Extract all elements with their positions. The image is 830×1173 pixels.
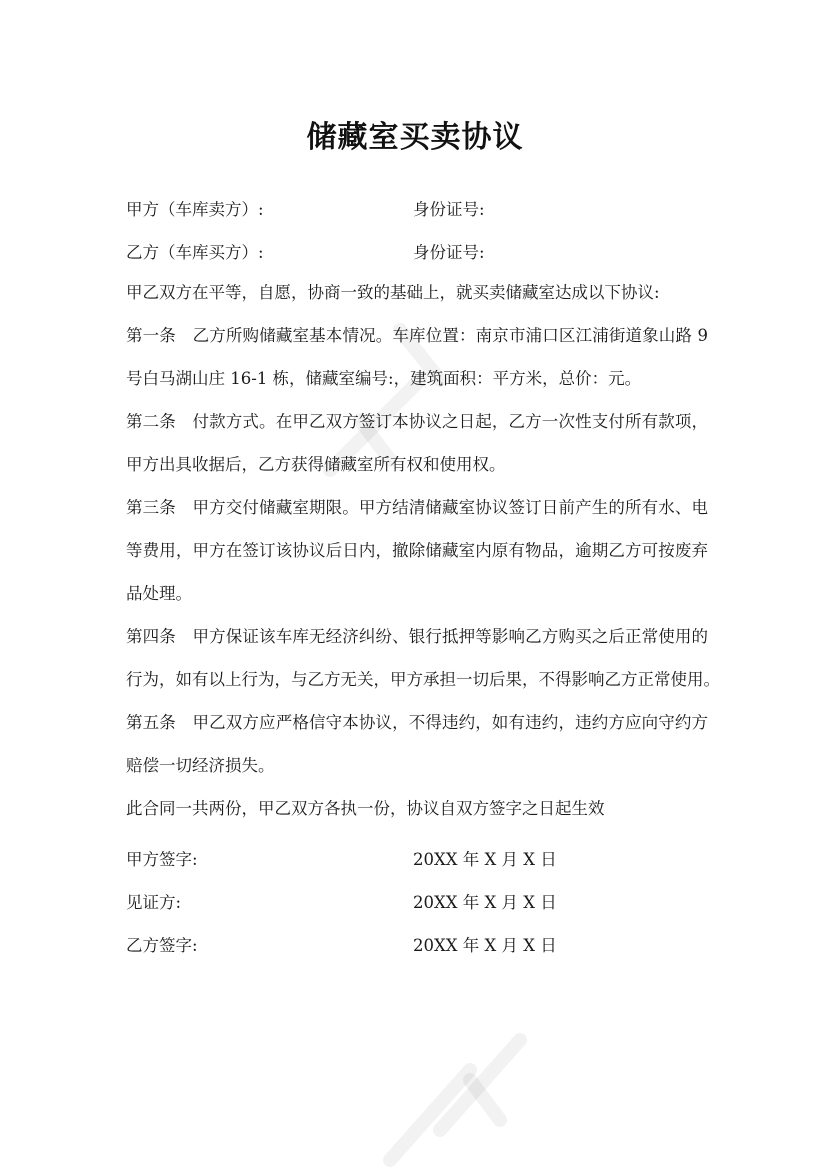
closing-paragraph: 此合同一共两份，甲乙双方各执一份，协议自双方签字之日起生效 [126, 799, 605, 818]
signature-label-witness: 见证方: [126, 893, 182, 912]
intro-paragraph: 甲乙双方在平等，自愿，协商一致的基础上，就买卖储藏室达成以下协议: [126, 283, 660, 302]
party-b-label: 乙方（车库买方）: [126, 243, 264, 262]
document-title: 储藏室买卖协议 [306, 120, 524, 155]
article-2-line-1: 第二条 付款方式。在甲乙双方签订本协议之日起，乙方一次性支付所有款项， [126, 412, 708, 431]
signature-date-party-b: 20XX 年 X 月 X 日 [413, 936, 557, 955]
article-4-line-2: 行为，如有以上行为，与乙方无关，甲方承担一切后果，不得影响乙方正常使用。 [126, 670, 720, 689]
signature-label-party-a: 甲方签字: [126, 850, 198, 869]
party-a-label: 甲方（车库卖方）: [126, 200, 264, 219]
party-a-id-label: 身份证号: [413, 200, 485, 219]
article-1-line-2: 号白马湖山庄 16-1 栋，储藏室编号:，建筑面积：平方米，总价：元。 [126, 369, 642, 388]
party-b-id-label: 身份证号: [413, 243, 485, 262]
article-5-line-2: 赔偿一切经济损失。 [126, 756, 275, 775]
article-1-line-1: 第一条 乙方所购储藏室基本情况。车库位置：南京市浦口区江浦街道象山路 9 [126, 326, 708, 345]
article-4-line-1: 第四条 甲方保证该车库无经济纠纷、银行抵押等影响乙方购买之后正常使用的 [126, 627, 708, 646]
article-5-line-1: 第五条 甲乙双方应严格信守本协议，不得违约，如有违约，违约方应向守约方 [126, 713, 708, 732]
signature-date-witness: 20XX 年 X 月 X 日 [413, 893, 557, 912]
signature-date-party-a: 20XX 年 X 月 X 日 [413, 850, 557, 869]
article-3-line-1: 第三条 甲方交付储藏室期限。甲方结清储藏室协议签订日前产生的所有水、电 [126, 498, 708, 517]
article-3-line-2: 等费用，甲方在签订该协议后日内，撤除储藏室内原有物品，逾期乙方可按废弃 [126, 541, 708, 560]
article-3-line-3: 品处理。 [126, 584, 192, 603]
article-2-line-2: 甲方出具收据后，乙方获得储藏室所有权和使用权。 [126, 455, 506, 474]
signature-label-party-b: 乙方签字: [126, 936, 198, 955]
